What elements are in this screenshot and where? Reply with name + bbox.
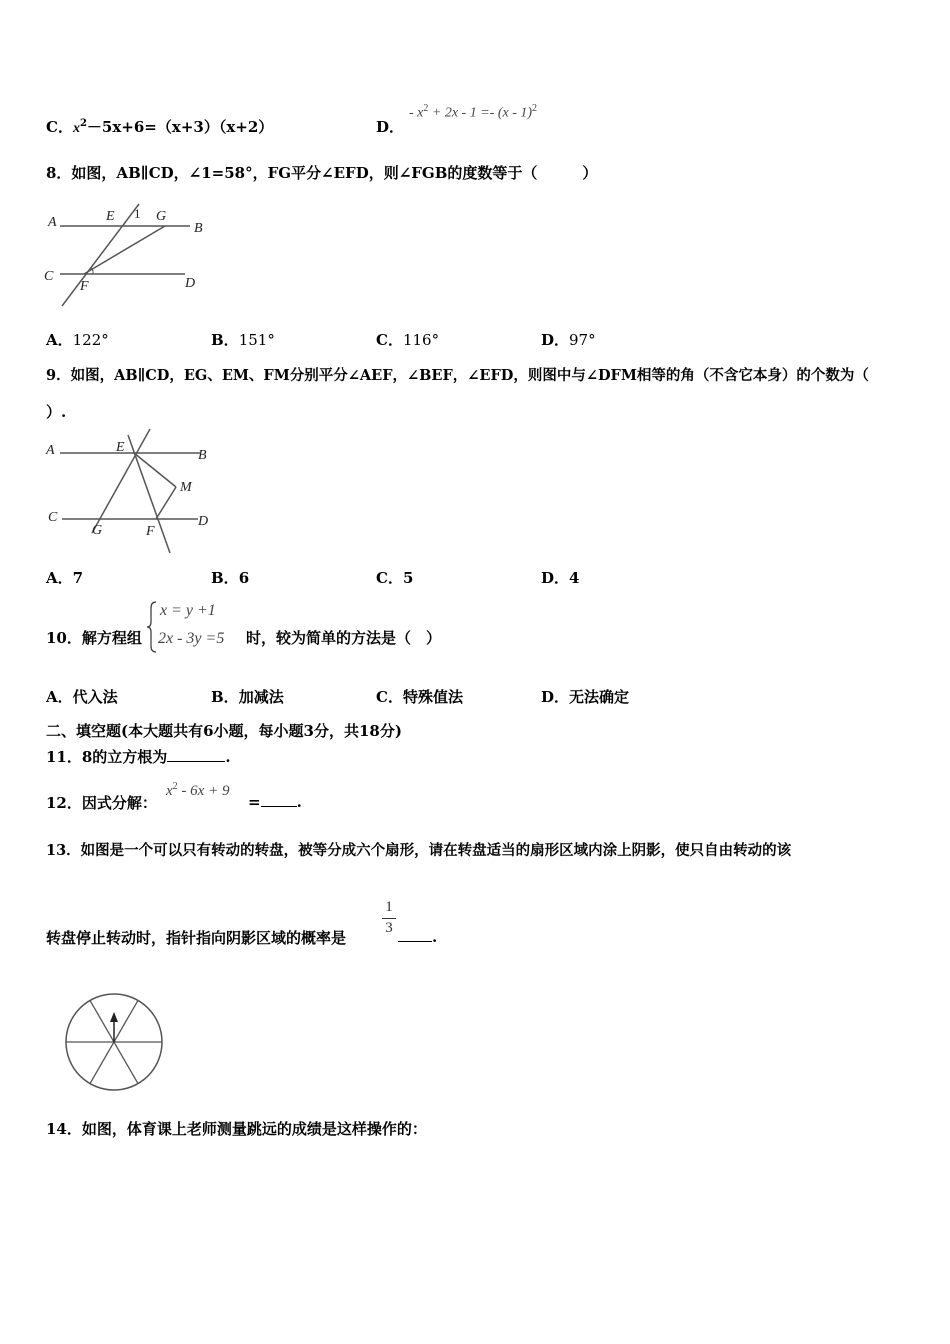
q9-label-g: G <box>92 523 103 538</box>
q9-stem-line1: 9．如图，AB∥CD，EG、EM、FM分别平分∠AEF，∠BEF，∠EFD，则图中与∠DFM相等的角（不含它本身）的个数为（ <box>46 367 869 384</box>
q13-stem-line2: 转盘停止转动时，指针指向阴影区域的概率是 <box>46 929 347 947</box>
q12-answer-blank[interactable] <box>261 792 297 807</box>
q12-prefix: 12．因式分解： <box>46 794 157 812</box>
q8-stem: 8．如图，AB∥CD，∠1=58°，FG平分∠EFD，则∠FGB的度数等于（ ） <box>46 164 598 182</box>
q14-stem: 14．如图，体育课上老师测量跳远的成绩是这样操作的： <box>46 1120 427 1138</box>
q9-option-c: C．5 <box>376 569 414 587</box>
q7-option-d-expression: - $x^2 + 2x - 1 =- (x - 1)^2$ <box>409 103 538 121</box>
section-heading-fill-in: 二、填空题(本大题共有6小题，每小题3分，共18分) <box>46 722 402 740</box>
q10-suffix: 时，较为简单的方法是（ ） <box>246 629 442 647</box>
q7-option-c: C．$x^2-5x+6=(x+3)(x+2)$ <box>46 118 274 136</box>
q8-option-a: A．122° <box>46 331 109 349</box>
q8-label-f: F <box>80 279 89 294</box>
q9-option-a: A．7 <box>46 569 84 587</box>
q7-option-d-letter: D． <box>376 118 405 136</box>
q8-label-c: C <box>44 269 54 284</box>
q10-option-c: C．特殊值法 <box>376 688 463 706</box>
q13-answer: . <box>398 927 437 946</box>
q12-answer: = . <box>248 793 302 811</box>
q9-label-d: D <box>198 514 209 529</box>
q8-option-d: D．97° <box>541 331 596 349</box>
q12-expression: $x^2 - 6x + 9$ <box>166 781 230 799</box>
q9-option-d: D．4 <box>541 569 580 587</box>
q8-option-b: B．151° <box>211 331 275 349</box>
q13-fraction: 1 3 <box>382 899 396 937</box>
q8-label-g: G <box>156 209 167 224</box>
q9-label-b: B <box>198 448 207 463</box>
q11: 11．8的立方根为 . <box>46 748 231 766</box>
q13-answer-blank[interactable] <box>398 927 432 942</box>
spinner-arrow-icon <box>110 1012 118 1022</box>
q13-stem-line1: 13．如图是一个可以只有转动的转盘，被等分成六个扇形，请在转盘适当的扇形区域内涂上阴影，使只自由转动的该 <box>46 842 792 859</box>
q9-label-m: M <box>180 480 192 495</box>
q9-label-a: A <box>46 443 55 458</box>
q8-label-b: B <box>194 221 203 236</box>
q9-label-f: F <box>146 524 155 539</box>
q8-label-a: A <box>48 215 57 230</box>
q10-option-b: B．加减法 <box>211 688 284 706</box>
q9-label-e: E <box>116 440 125 455</box>
q9-stem-line2: ）. <box>46 403 67 421</box>
q9-figure <box>40 425 225 560</box>
q13-spinner-figure <box>62 990 166 1094</box>
q8-label-d: D <box>185 276 196 291</box>
q10-option-d: D．无法确定 <box>541 688 630 706</box>
q8-option-c: C．116° <box>376 331 440 349</box>
q8-figure <box>40 200 220 315</box>
q10-prefix: 10．解方程组 <box>46 629 142 647</box>
q9-label-c: C <box>48 510 58 525</box>
q8-label-e: E <box>106 209 115 224</box>
q10-brace-icon <box>146 600 158 654</box>
q10-option-a: A．代入法 <box>46 688 118 706</box>
q10-equation-2: 2x - 3y =5 <box>158 630 225 647</box>
q11-answer-blank[interactable] <box>167 747 225 762</box>
q8-label-1: 1 <box>134 206 141 221</box>
q10-equation-1: x = y +1 <box>160 602 216 619</box>
q9-option-b: B．6 <box>211 569 250 587</box>
